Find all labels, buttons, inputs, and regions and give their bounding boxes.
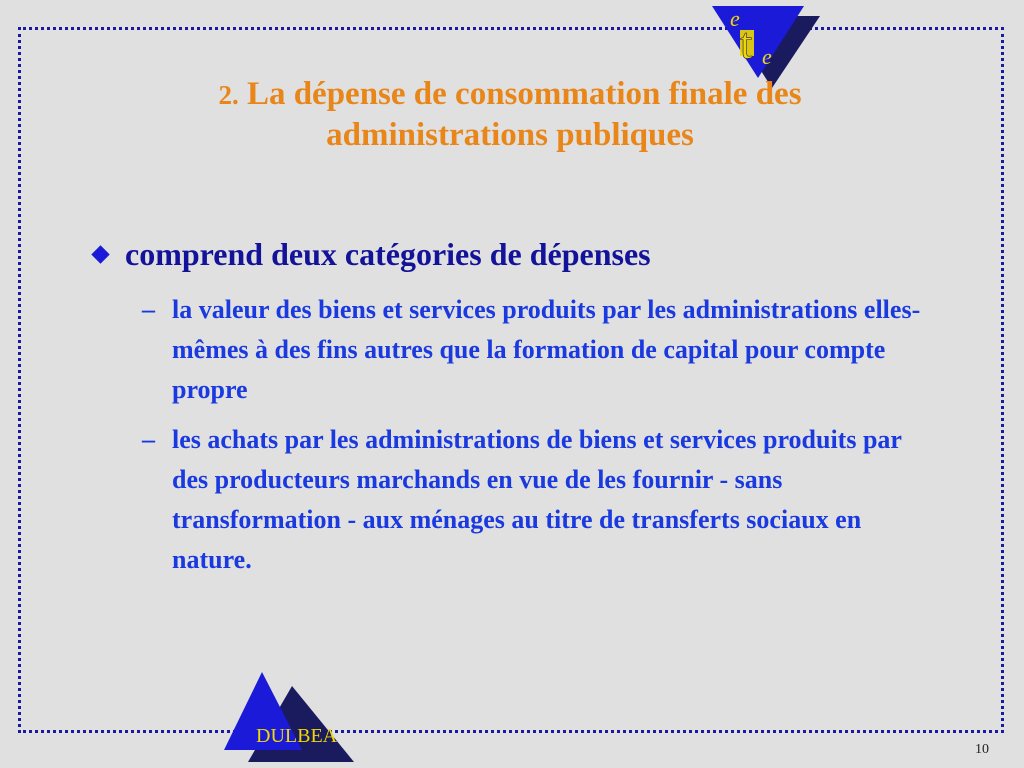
dulbea-label: DULBEA [256, 725, 338, 747]
sub-item-dash: – [142, 295, 155, 324]
diamond-bullet-icon [91, 245, 109, 263]
sub-item-text: la valeur des biens et services produits par les administrations elles-mêmes à des fins autres que la formation de capital pour compte propre [172, 295, 921, 404]
slide-title [110, 74, 910, 155]
sub-item-dash: – [142, 425, 155, 454]
bullet-text: comprend deux catégories de dépenses [125, 236, 651, 272]
dulbea-logo [222, 672, 372, 762]
sub-item-2 [142, 420, 942, 580]
sub-item-1 [142, 290, 942, 410]
title-number: 2. [218, 80, 239, 110]
logo-letter-e-top: e [730, 6, 740, 31]
main-bullet [90, 236, 651, 273]
sub-item-text: les achats par les administrations de biens et services produits par des producteurs marchands en vue de les fournir - sans transformation - aux ménages au titre de transferts sociaux en nature. [172, 425, 902, 574]
page-number: 10 [975, 742, 989, 757]
logo-letter-e-bottom: e [762, 44, 772, 69]
logo-letter-t: t [740, 19, 753, 68]
title-text: La dépense de consommation finale des administrations publiques [246, 76, 802, 153]
